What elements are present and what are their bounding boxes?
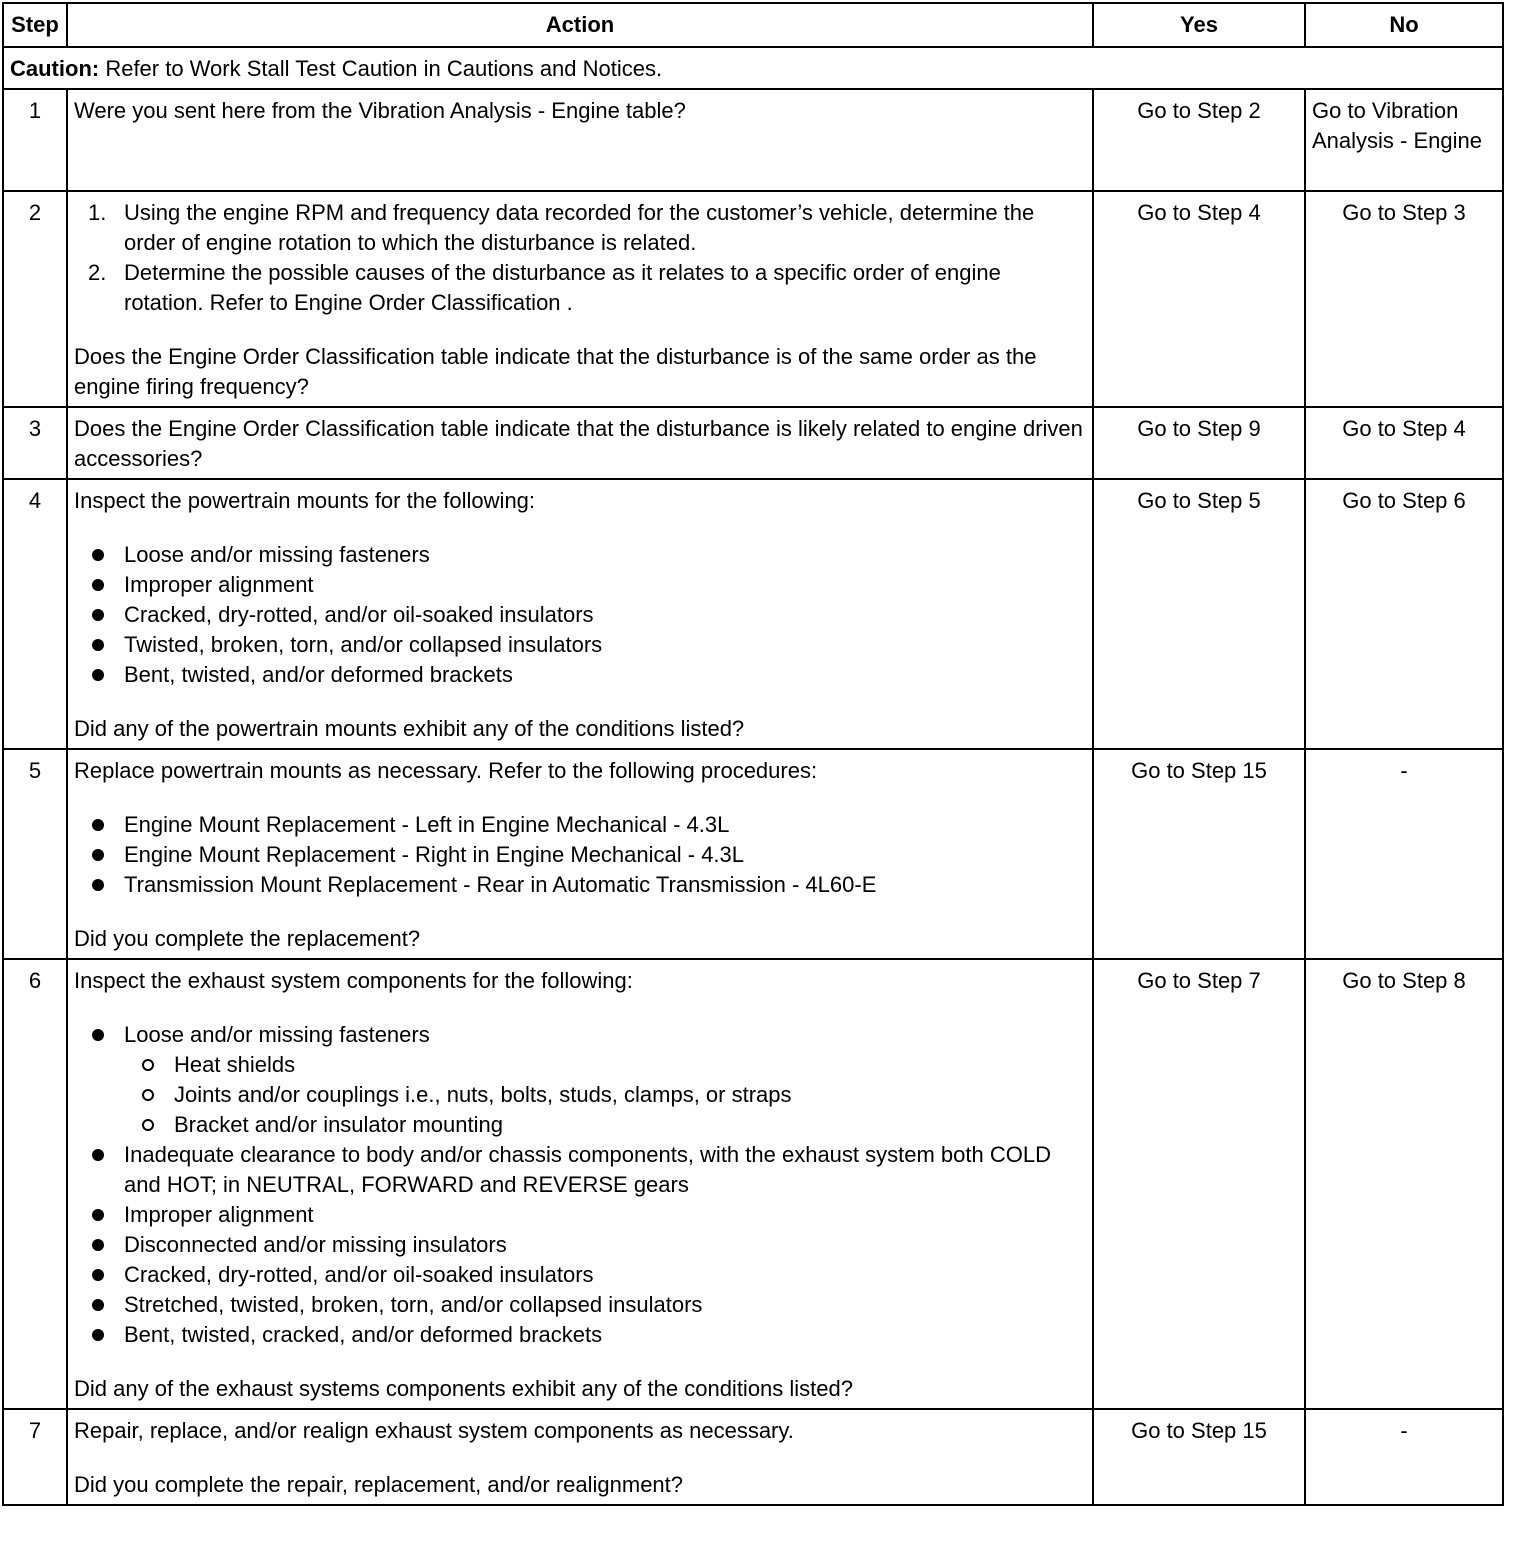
table-row xyxy=(3,749,1503,959)
action-cell xyxy=(67,959,1093,1409)
step-question: Does the Engine Order Classification table indicate that the disturbance is of the same order as the engine firing frequency? xyxy=(74,344,1037,399)
action-cell xyxy=(67,479,1093,749)
list-item xyxy=(74,1260,1086,1290)
list-item-text: Bracket and/or insulator mounting xyxy=(174,1112,503,1137)
header-no: No xyxy=(1305,3,1503,47)
bullet-icon xyxy=(92,1239,104,1251)
step-question: Did any of the powertrain mounts exhibit any of the conditions listed? xyxy=(74,716,745,741)
bullet-icon xyxy=(92,1149,104,1161)
bullet-icon xyxy=(92,879,104,891)
step-question: Does the Engine Order Classification table indicate that the disturbance is likely related to engine driven accessories? xyxy=(74,416,1083,471)
bullet-icon xyxy=(92,609,104,621)
circle-bullet-icon xyxy=(142,1089,154,1101)
list-number: 1. xyxy=(88,200,107,225)
list-item-text: Disconnected and/or missing insulators xyxy=(124,1232,507,1257)
bullet-list xyxy=(74,1020,1086,1350)
list-item xyxy=(74,810,1086,840)
list-item xyxy=(74,600,1086,630)
list-item xyxy=(74,570,1086,600)
header-row xyxy=(3,3,1503,47)
bullet-icon xyxy=(92,639,104,651)
bullet-icon xyxy=(92,669,104,681)
bullet-icon xyxy=(92,1299,104,1311)
no-cell: Go to Step 4 xyxy=(1305,407,1503,479)
list-item-text: Stretched, twisted, broken, torn, and/or collapsed insulators xyxy=(124,1292,703,1317)
action-cell xyxy=(67,749,1093,959)
list-item xyxy=(74,660,1086,690)
no-cell: Go to Vibration Analysis - Engine xyxy=(1305,89,1503,191)
step-question: Were you sent here from the Vibration Analysis - Engine table? xyxy=(74,98,686,123)
table-row xyxy=(3,191,1503,407)
bullet-icon xyxy=(92,1029,104,1041)
yes-cell: Go to Step 5 xyxy=(1093,479,1305,749)
action-cell xyxy=(67,89,1093,191)
step-number: 5 xyxy=(3,749,67,959)
table-row xyxy=(3,89,1503,191)
action-cell xyxy=(67,191,1093,407)
list-item-text: Loose and/or missing fasteners xyxy=(124,1022,430,1047)
list-item xyxy=(74,1200,1086,1230)
list-item-text: Using the engine RPM and frequency data recorded for the customer’s vehicle, determine the order of engine rotation to which the disturbance is related. xyxy=(124,200,1035,255)
bullet-icon xyxy=(92,849,104,861)
bullet-icon xyxy=(92,819,104,831)
list-item xyxy=(74,1230,1086,1260)
step-intro: Repair, replace, and/or realign exhaust system components as necessary. xyxy=(74,1418,794,1443)
bullet-icon xyxy=(92,1329,104,1341)
step-question: Did you complete the repair, replacement, and/or realignment? xyxy=(74,1472,684,1497)
no-cell: Go to Step 8 xyxy=(1305,959,1503,1409)
diagnostic-table xyxy=(2,2,1504,1506)
list-item-text: Engine Mount Replacement - Left in Engine Mechanical - 4.3L xyxy=(124,812,730,837)
list-item-text: Loose and/or missing fasteners xyxy=(124,542,430,567)
list-item xyxy=(74,1140,1086,1200)
list-item-text: Heat shields xyxy=(174,1052,296,1077)
bullet-icon xyxy=(92,1269,104,1281)
no-cell: Go to Step 3 xyxy=(1305,191,1503,407)
list-item-text: Transmission Mount Replacement - Rear in Automatic Transmission - 4L60-E xyxy=(124,872,877,897)
list-item xyxy=(74,630,1086,660)
list-number: 2. xyxy=(88,260,107,285)
list-item xyxy=(74,870,1086,900)
list-item-text: Improper alignment xyxy=(124,1202,314,1227)
step-number: 1 xyxy=(3,89,67,191)
numbered-list xyxy=(74,198,1086,318)
list-item xyxy=(124,1050,1086,1080)
step-number: 7 xyxy=(3,1409,67,1505)
step-number: 6 xyxy=(3,959,67,1409)
list-item xyxy=(124,1110,1086,1140)
step-question: Did you complete the replacement? xyxy=(74,926,421,951)
list-item xyxy=(74,198,1086,258)
step-question: Did any of the exhaust systems components exhibit any of the conditions listed? xyxy=(74,1376,853,1401)
list-item-text: Engine Mount Replacement - Right in Engine Mechanical - 4.3L xyxy=(124,842,745,867)
yes-cell: Go to Step 2 xyxy=(1093,89,1305,191)
list-item xyxy=(74,1020,1086,1140)
list-item-text: Determine the possible causes of the disturbance as it relates to a specific order of engine rotation. Refer to Engine Order Classification . xyxy=(124,260,1001,315)
action-cell xyxy=(67,407,1093,479)
header-action: Action xyxy=(67,3,1093,47)
table-row xyxy=(3,407,1503,479)
list-item-text: Bent, twisted, cracked, and/or deformed brackets xyxy=(124,1322,603,1347)
step-number: 4 xyxy=(3,479,67,749)
list-item xyxy=(74,540,1086,570)
yes-cell: Go to Step 15 xyxy=(1093,749,1305,959)
step-number: 3 xyxy=(3,407,67,479)
no-cell: Go to Step 6 xyxy=(1305,479,1503,749)
list-item-text: Improper alignment xyxy=(124,572,314,597)
step-intro: Inspect the powertrain mounts for the following: xyxy=(74,488,536,513)
list-item-text: Cracked, dry-rotted, and/or oil-soaked insulators xyxy=(124,1262,594,1287)
bullet-list xyxy=(74,810,1086,900)
table-row xyxy=(3,959,1503,1409)
yes-cell: Go to Step 7 xyxy=(1093,959,1305,1409)
no-cell: - xyxy=(1305,1409,1503,1505)
yes-cell: Go to Step 15 xyxy=(1093,1409,1305,1505)
list-item-text: Joints and/or couplings i.e., nuts, bolts, studs, clamps, or straps xyxy=(174,1082,792,1107)
table-row xyxy=(3,1409,1503,1505)
list-item-text: Inadequate clearance to body and/or chassis components, with the exhaust system both COLD and HOT; in NEUTRAL, FORWARD and REVERSE gears xyxy=(124,1142,1051,1197)
action-cell xyxy=(67,1409,1093,1505)
caution-cell xyxy=(3,47,1503,89)
bullet-list xyxy=(74,540,1086,690)
list-item xyxy=(124,1080,1086,1110)
list-item-text: Twisted, broken, torn, and/or collapsed insulators xyxy=(124,632,603,657)
caution-label: Caution: xyxy=(10,56,100,81)
circle-bullet-icon xyxy=(142,1119,154,1131)
step-intro: Replace powertrain mounts as necessary. Refer to the following procedures: xyxy=(74,758,818,783)
list-item xyxy=(74,1320,1086,1350)
list-item-text: Cracked, dry-rotted, and/or oil-soaked insulators xyxy=(124,602,594,627)
no-cell: - xyxy=(1305,749,1503,959)
list-item xyxy=(74,840,1086,870)
list-item xyxy=(74,1290,1086,1320)
bullet-icon xyxy=(92,549,104,561)
circle-bullet-icon xyxy=(142,1059,154,1071)
sub-bullet-list xyxy=(124,1050,1086,1140)
caution-row xyxy=(3,47,1503,89)
step-intro: Inspect the exhaust system components for the following: xyxy=(74,968,633,993)
caution-text: Refer to Work Stall Test Caution in Cautions and Notices. xyxy=(99,56,663,81)
list-item xyxy=(74,258,1086,318)
yes-cell: Go to Step 9 xyxy=(1093,407,1305,479)
bullet-icon xyxy=(92,579,104,591)
header-yes: Yes xyxy=(1093,3,1305,47)
bullet-icon xyxy=(92,1209,104,1221)
table-row xyxy=(3,479,1503,749)
header-step: Step xyxy=(3,3,67,47)
yes-cell: Go to Step 4 xyxy=(1093,191,1305,407)
list-item-text: Bent, twisted, and/or deformed brackets xyxy=(124,662,513,687)
step-number: 2 xyxy=(3,191,67,407)
